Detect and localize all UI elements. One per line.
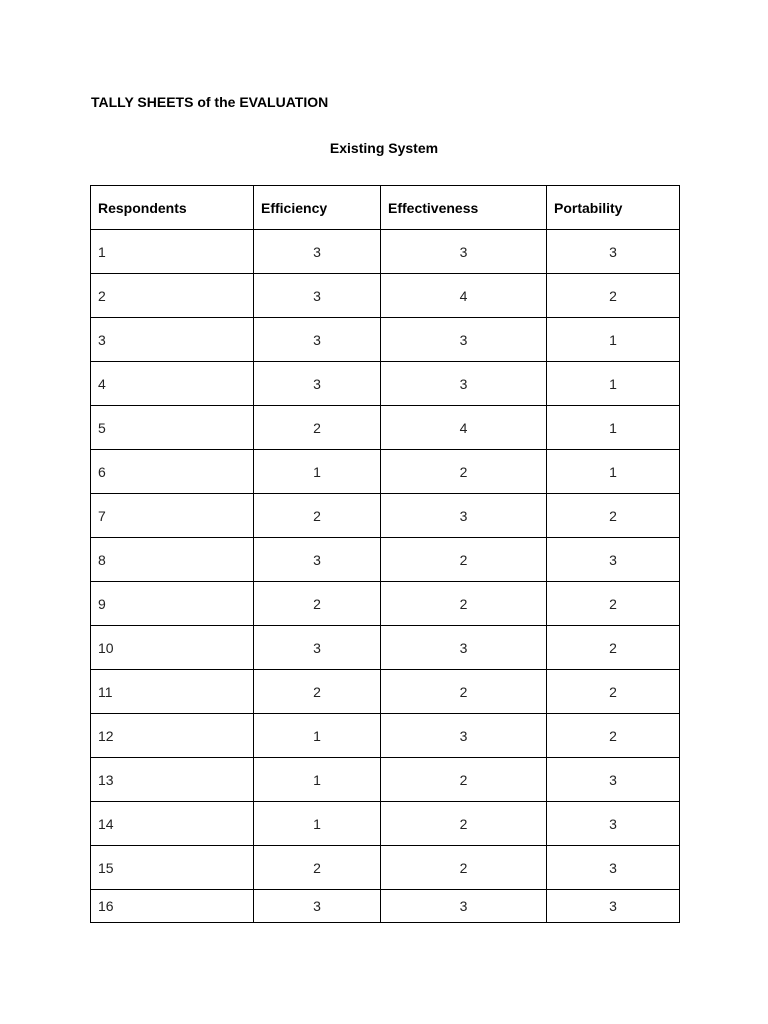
table-row — [91, 626, 680, 670]
efficiency-cell: 3 — [254, 274, 381, 318]
effectiveness-cell: 2 — [381, 582, 547, 626]
respondent-cell: 10 — [91, 626, 254, 670]
header-efficiency: Efficiency — [254, 186, 381, 230]
table-row — [91, 274, 680, 318]
portability-cell: 1 — [547, 362, 680, 406]
portability-cell: 1 — [547, 406, 680, 450]
respondent-cell: 4 — [91, 362, 254, 406]
efficiency-cell: 3 — [254, 362, 381, 406]
portability-cell: 3 — [547, 230, 680, 274]
respondent-cell: 6 — [91, 450, 254, 494]
effectiveness-cell: 3 — [381, 318, 547, 362]
respondent-cell: 12 — [91, 714, 254, 758]
efficiency-cell: 2 — [254, 670, 381, 714]
table-row — [91, 802, 680, 846]
efficiency-cell: 2 — [254, 494, 381, 538]
portability-cell: 3 — [547, 758, 680, 802]
table-header-row — [91, 186, 680, 230]
effectiveness-cell: 4 — [381, 406, 547, 450]
efficiency-cell: 3 — [254, 890, 381, 923]
table-row — [91, 670, 680, 714]
effectiveness-cell: 3 — [381, 890, 547, 923]
efficiency-cell: 1 — [254, 802, 381, 846]
respondent-cell: 5 — [91, 406, 254, 450]
efficiency-cell: 3 — [254, 230, 381, 274]
effectiveness-cell: 2 — [381, 670, 547, 714]
effectiveness-cell: 3 — [381, 714, 547, 758]
respondent-cell: 7 — [91, 494, 254, 538]
efficiency-cell: 1 — [254, 714, 381, 758]
respondent-cell: 1 — [91, 230, 254, 274]
header-effectiveness: Effectiveness — [381, 186, 547, 230]
table-row — [91, 538, 680, 582]
effectiveness-cell: 3 — [381, 626, 547, 670]
portability-cell: 2 — [547, 714, 680, 758]
portability-cell: 2 — [547, 626, 680, 670]
table-row — [91, 230, 680, 274]
effectiveness-cell: 2 — [381, 802, 547, 846]
effectiveness-cell: 2 — [381, 450, 547, 494]
header-portability: Portability — [547, 186, 680, 230]
table-row — [91, 450, 680, 494]
table-row — [91, 582, 680, 626]
table-row — [91, 846, 680, 890]
document-title: TALLY SHEETS of the EVALUATION — [91, 94, 329, 110]
portability-cell: 1 — [547, 318, 680, 362]
table-subtitle: Existing System — [329, 140, 439, 156]
portability-cell: 2 — [547, 670, 680, 714]
respondent-cell: 13 — [91, 758, 254, 802]
table-row — [91, 758, 680, 802]
portability-cell: 1 — [547, 450, 680, 494]
efficiency-cell: 3 — [254, 318, 381, 362]
effectiveness-cell: 4 — [381, 274, 547, 318]
effectiveness-cell: 3 — [381, 230, 547, 274]
portability-cell: 3 — [547, 802, 680, 846]
effectiveness-cell: 2 — [381, 538, 547, 582]
table-row — [91, 494, 680, 538]
header-respondents: Respondents — [91, 186, 254, 230]
respondent-cell: 8 — [91, 538, 254, 582]
respondent-cell: 14 — [91, 802, 254, 846]
table-row — [91, 890, 680, 923]
respondent-cell: 9 — [91, 582, 254, 626]
efficiency-cell: 3 — [254, 538, 381, 582]
respondent-cell: 11 — [91, 670, 254, 714]
tally-table — [90, 185, 680, 923]
efficiency-cell: 1 — [254, 758, 381, 802]
respondent-cell: 15 — [91, 846, 254, 890]
effectiveness-cell: 3 — [381, 494, 547, 538]
effectiveness-cell: 3 — [381, 362, 547, 406]
portability-cell: 3 — [547, 846, 680, 890]
portability-cell: 2 — [547, 494, 680, 538]
efficiency-cell: 2 — [254, 846, 381, 890]
effectiveness-cell: 2 — [381, 758, 547, 802]
efficiency-cell: 3 — [254, 626, 381, 670]
respondent-cell: 16 — [91, 890, 254, 923]
portability-cell: 3 — [547, 538, 680, 582]
table-row — [91, 362, 680, 406]
portability-cell: 2 — [547, 274, 680, 318]
efficiency-cell: 2 — [254, 582, 381, 626]
respondent-cell: 3 — [91, 318, 254, 362]
table-row — [91, 318, 680, 362]
respondent-cell: 2 — [91, 274, 254, 318]
portability-cell: 2 — [547, 582, 680, 626]
efficiency-cell: 1 — [254, 450, 381, 494]
portability-cell: 3 — [547, 890, 680, 923]
table-row — [91, 406, 680, 450]
table-row — [91, 714, 680, 758]
efficiency-cell: 2 — [254, 406, 381, 450]
effectiveness-cell: 2 — [381, 846, 547, 890]
